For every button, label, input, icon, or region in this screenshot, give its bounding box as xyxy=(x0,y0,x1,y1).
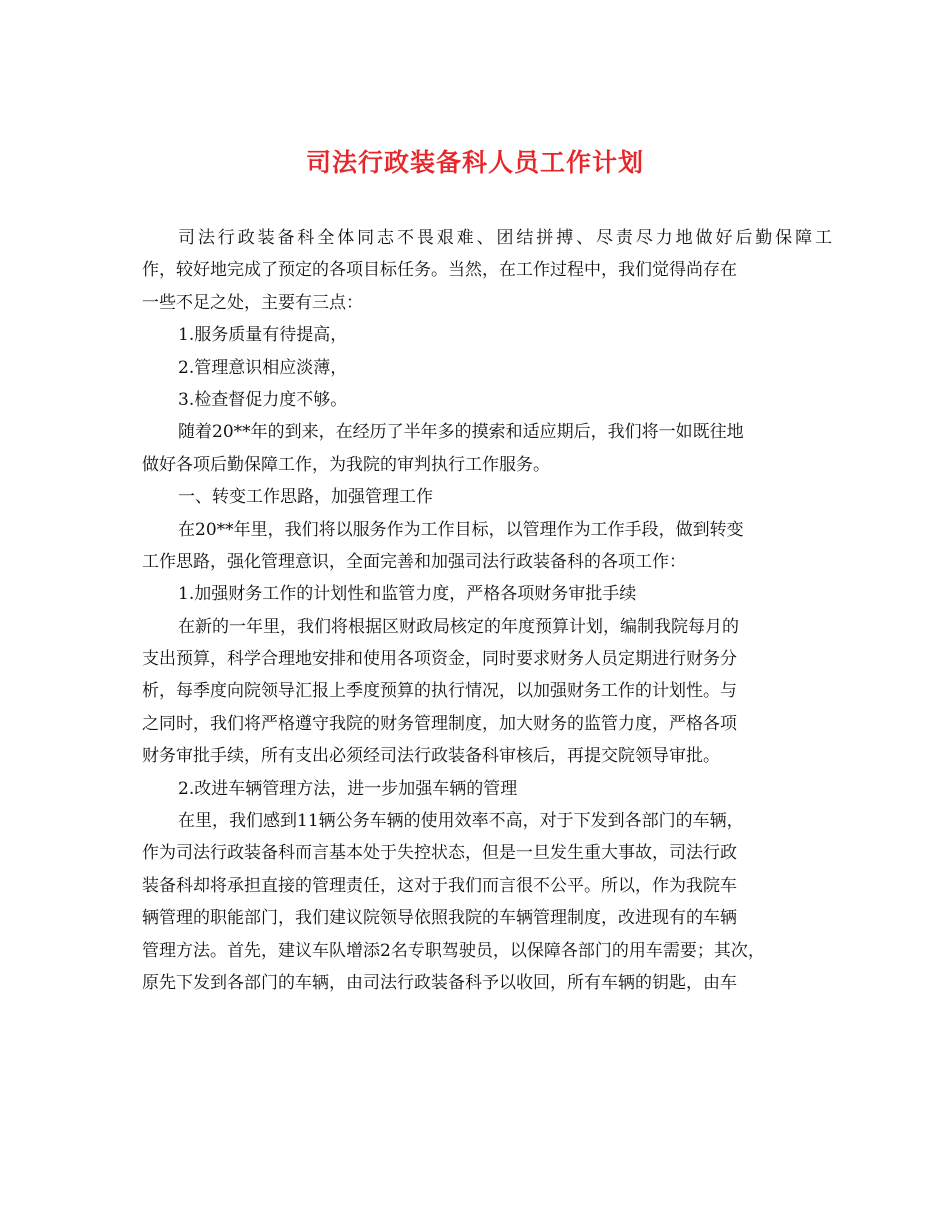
paragraph-line: 装备科却将承担直接的管理责任，这对于我们而言很不公平。所以，作为我院车 xyxy=(142,875,737,896)
paragraph-line: 一些不足之处，主要有三点： xyxy=(142,292,363,313)
paragraph-line: 1.加强财务工作的计划性和监管力度，严格各项财务审批手续 xyxy=(178,584,637,605)
paragraph-line: 2.管理意识相应淡薄， xyxy=(178,357,348,378)
paragraph-line: 析，每季度向院领导汇报上季度预算的执行情况，以加强财务工作的计划性。与 xyxy=(142,681,737,702)
paragraph-line: 辆管理的职能部门，我们建议院领导依照我院的车辆管理制度，改进现有的车辆 xyxy=(142,908,737,929)
paragraph-line: 之同时，我们将严格遵守我院的财务管理制度，加大财务的监管力度，严格各项 xyxy=(142,713,737,734)
paragraph-line: 司法行政装备科全体同志不畏艰难、团结拼搏、尽责尽力地做好后勤保障工 xyxy=(178,228,832,248)
document-body xyxy=(142,222,832,999)
paragraph-line: 在里，我们感到11辆公务车辆的使用效率不高，对于下发到各部门的车辆， xyxy=(178,811,744,832)
paragraph-line: 支出预算，科学合理地安排和使用各项资金，同时要求财务人员定期进行财务分 xyxy=(142,649,737,670)
paragraph-line: 财务审批手续，所有支出必须经司法行政装备科审核后，再提交院领导审批。 xyxy=(142,746,720,767)
paragraph-line: 管理方法。首先，建议车队增添2名专职驾驶员，以保障各部门的用车需要；其次， xyxy=(142,940,765,961)
paragraph-line: 在20**年里，我们将以服务作为工作目标，以管理作为工作手段，做到转变 xyxy=(178,519,744,540)
paragraph-line: 工作思路，强化管理意识，全面完善和加强司法行政装备科的各项工作： xyxy=(142,551,686,572)
paragraph-line: 原先下发到各部门的车辆，由司法行政装备科予以收回，所有车辆的钥匙，由车 xyxy=(142,972,737,993)
paragraph-line: 在新的一年里，我们将根据区财政局核定的年度预算计划，编制我院每月的 xyxy=(178,616,739,637)
paragraph-line: 做好各项后勤保障工作，为我院的审判执行工作服务。 xyxy=(142,454,550,475)
paragraph-line: 3.检查督促力度不够。 xyxy=(178,389,348,410)
paragraph-line: 1.服务质量有待提高， xyxy=(178,325,348,346)
paragraph-line: 一、转变工作思路，加强管理工作 xyxy=(178,487,433,508)
paragraph-line: 作，较好地完成了预定的各项目标任务。当然，在工作过程中，我们觉得尚存在 xyxy=(142,260,737,281)
paragraph-line: 随着20**年的到来，在经历了半年多的摸索和适应期后，我们将一如既往地 xyxy=(178,422,744,443)
paragraph-line: 作为司法行政装备科而言基本处于失控状态，但是一旦发生重大事故，司法行政 xyxy=(142,843,737,864)
paragraph-line: 2.改进车辆管理方法，进一步加强车辆的管理 xyxy=(178,778,518,799)
document-title: 司法行政装备科人员工作计划 xyxy=(305,148,644,177)
